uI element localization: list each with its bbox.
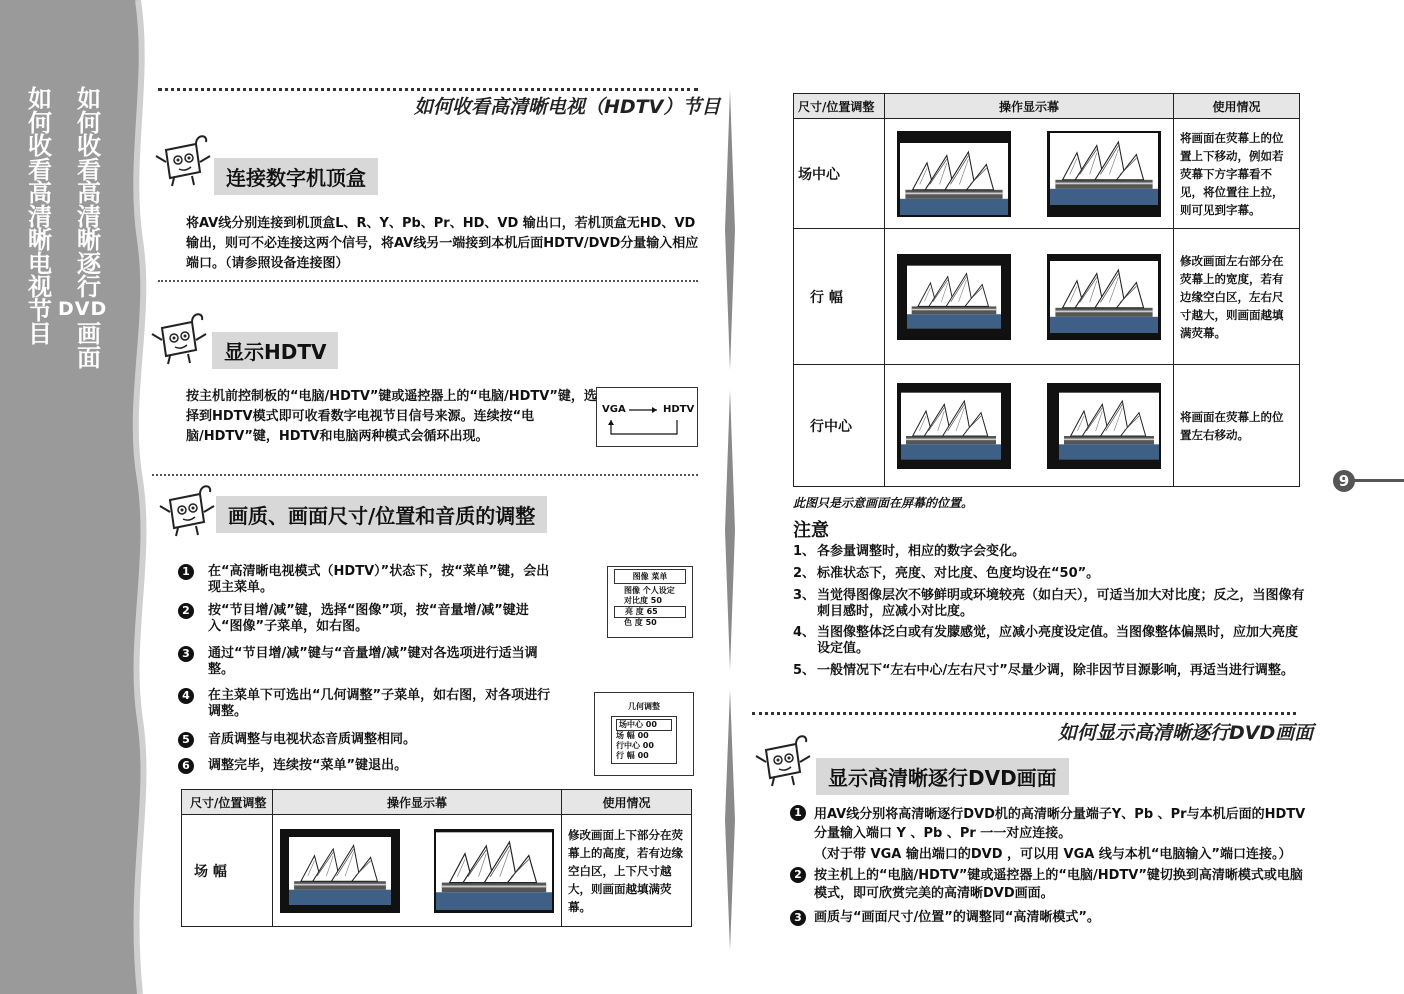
table-caption: 此图只是示意画面在屏幕的位置。	[793, 496, 974, 510]
table-row	[794, 365, 1300, 487]
row-label: 行 幅	[794, 229, 885, 365]
mascot-icon	[148, 310, 210, 366]
tv-screen-icon	[1047, 131, 1161, 217]
note-number: 2、	[793, 566, 816, 581]
menu-title: 几何调整	[628, 702, 660, 711]
table-row	[794, 229, 1300, 365]
note-text: 一般情况下“左右中心/左右尺寸”尽量少调，除非因节目源影响，再适当进行调整。	[817, 663, 1294, 678]
tv-screen-icon	[1047, 254, 1161, 340]
page-number-tab	[1354, 479, 1404, 482]
step-text: 调整完毕，连续按“菜单”键退出。	[208, 758, 408, 773]
step-item	[178, 603, 558, 637]
center-divider	[724, 90, 736, 950]
adjust-table-left	[181, 789, 692, 927]
section-heading-show-hdtv: 显示HDTV	[212, 332, 338, 369]
row-label: 场 幅	[182, 815, 273, 927]
table-header: 使用情况	[562, 790, 692, 815]
menu-row: 图像 个人设定	[624, 586, 675, 595]
note-text: 当觉得图像层次不够鲜明或环境较亮（如白天），可适当加大对比度；反之，当图像有刺目感时，应减小对比度。	[817, 588, 1305, 619]
note-item	[793, 663, 1309, 679]
step-number: 1	[178, 564, 194, 580]
step-number: 3	[178, 646, 194, 662]
menu-row: 场 幅 00	[616, 731, 649, 740]
table-header: 使用情况	[1174, 94, 1300, 119]
usage-text: 修改画面左右部分在荧幕上的宽度，若有边缘空白区，左右尺寸越大，则画面越填满荧幕。	[1174, 229, 1300, 365]
table-row	[794, 119, 1300, 229]
note-text: 各参量调整时，相应的数字会变化。	[817, 544, 1026, 559]
adjust-table-right	[793, 93, 1300, 487]
row-label: 场中心	[794, 119, 885, 229]
step-item	[178, 758, 558, 776]
step-text: 按主机上的“电脑/HDTV”键或遥控器上的“电脑/HDTV”键切换到高清晰模式或电脑模式，即可欣赏完美的高清晰DVD画面。	[814, 868, 1303, 901]
mode-vga-label: VGA	[602, 404, 626, 415]
cycle-arrow-icon	[597, 388, 697, 446]
step-text: 画质与“画面尺寸/位置”的调整同“高清晰模式”。	[814, 910, 1100, 925]
step-number: 2	[790, 867, 806, 883]
table-header: 尺寸/位置调整	[794, 94, 885, 119]
sidebar-dvd-label: DVD	[58, 298, 108, 320]
sidebar	[0, 0, 150, 994]
note-number: 1、	[793, 544, 816, 559]
tv-screen-icon	[897, 254, 1011, 340]
menu-row: 对比度 50	[624, 596, 662, 605]
step-text: 按“节目增/减”键，选择“图像”项，按“音量增/减”键进入“图像”子菜单，如右图。	[208, 603, 529, 634]
step-number: 5	[178, 732, 194, 748]
display-illustration	[885, 119, 1174, 229]
step-number: 2	[178, 603, 194, 619]
step-item	[790, 867, 1314, 903]
notes-title: 注意	[793, 520, 829, 541]
step-item	[178, 646, 558, 680]
mode-cycle-diagram	[596, 387, 698, 447]
top-rule	[752, 712, 1296, 715]
step-text: 在“高清晰电视模式（HDTV）”状态下，按“菜单”键，会出现主菜单。	[208, 564, 550, 595]
step-number: 3	[790, 910, 806, 926]
menu-row-selected: 场中心 00	[616, 719, 672, 731]
usage-text: 将画面在荧幕上的位置上下移动，例如若荧幕下方字幕看不见，将位置往上拉，则可见到字幕。	[1174, 119, 1300, 229]
page-number: 9	[1333, 470, 1355, 492]
mascot-icon	[156, 482, 218, 538]
note-number: 3、	[793, 588, 816, 603]
page-title-hdtv: 如何收看高清晰电视（HDTV）节目	[414, 96, 721, 118]
mode-hdtv-label: HDTV	[663, 404, 695, 415]
usage-text: 修改画面上下部分在荧幕上的高度，若有边缘空白区，上下尺寸越大，则画面越填满荧幕。	[562, 815, 692, 927]
step-subtext: （对于带 VGA 输出端口的DVD ，可以用 VGA 线与本机“电脑输入”端口连接。）	[814, 847, 1292, 862]
step-item	[178, 564, 558, 598]
menu-row: 行 幅 00	[616, 751, 649, 760]
usage-text: 将画面在荧幕上的位置左右移动。	[1174, 365, 1300, 487]
table-row	[182, 815, 692, 927]
section-divider	[158, 280, 698, 282]
step-number: 1	[790, 805, 806, 821]
section-body-show-hdtv: 按主机前控制板的“电脑/HDTV”键或遥控器上的“电脑/HDTV”键，选择到HDTV模式即可收看数字电视节目信号来源。连续按“电脑/HDTV”键，HDTV和电脑两种模式会循环出现。	[186, 389, 597, 444]
top-rule	[158, 88, 698, 91]
menu-row: 行中心 00	[616, 741, 654, 750]
section-heading-adjust: 画质、画面尺寸/位置和音质的调整	[216, 496, 547, 533]
note-item	[793, 544, 1309, 560]
geometry-menu-illustration	[594, 692, 694, 776]
tv-screen-icon	[1047, 383, 1161, 469]
tv-screen-icon	[897, 131, 1011, 217]
note-item	[793, 566, 1309, 582]
note-number: 4、	[793, 625, 816, 640]
note-item	[793, 588, 1309, 620]
row-label: 行中心	[794, 365, 885, 487]
menu-row-selected: 亮 度 65	[614, 606, 686, 618]
step-number: 4	[178, 688, 194, 704]
step-item	[790, 910, 1314, 926]
display-illustration	[885, 365, 1174, 487]
step-text: 通过“节目增/减”键与“音量增/减”键对各选项进行适当调整。	[208, 646, 538, 677]
note-text: 标准状态下，亮度、对比度、色度均设在“50”。	[817, 566, 1100, 581]
note-number: 5、	[793, 663, 816, 678]
step-text: 音质调整与电视状态音质调整相同。	[208, 732, 417, 747]
mascot-icon	[752, 732, 814, 788]
display-illustration	[885, 229, 1174, 365]
section-body-connect-stb: 将AV线分别连接到机顶盒L、R、Y、Pb、Pr、HD、VD 输出口，若机顶盒无HD、VD输出，则可不必连接这两个信号，将AV线另一端接到本机后面HDTV/DVD分量输入相应端口。（请参照设备连接图）	[186, 216, 699, 271]
note-item	[793, 625, 1309, 657]
menu-title: 图像 菜单	[614, 569, 686, 584]
section-divider	[152, 474, 698, 476]
section-heading-connect-stb: 连接数字机顶盒	[214, 158, 378, 195]
mascot-icon	[152, 132, 214, 188]
step-item	[790, 805, 1314, 864]
tv-screen-icon	[897, 383, 1011, 469]
page-title-dvd: 如何显示高清晰逐行DVD画面	[1058, 722, 1314, 744]
tv-screen-icon	[434, 829, 554, 913]
note-text: 当图像整体泛白或有发朦感觉，应减小亮度设定值。当图像整体偏黑时，应加大亮度设定值。	[817, 625, 1299, 656]
step-number: 6	[178, 758, 194, 774]
table-header: 尺寸/位置调整	[182, 790, 273, 815]
step-item	[178, 732, 558, 750]
step-text: 用AV线分别将高清晰逐行DVD机的高清晰分量端子Y、Pb 、Pr与本机后面的HDTV分量输入端口 Y 、Pb 、Pr 一一对应连接。	[814, 807, 1306, 841]
section-heading-dvd: 显示高清晰逐行DVD画面	[816, 758, 1069, 795]
picture-menu-illustration	[607, 566, 693, 638]
tv-screen-icon	[280, 829, 400, 913]
sidebar-title-dvd: 如 何 收 看 高 清 晰 逐 行 画 面	[77, 85, 101, 372]
menu-row: 色 度 50	[624, 618, 657, 627]
display-illustration	[273, 815, 562, 927]
table-header: 操作显示幕	[273, 790, 562, 815]
step-text: 在主菜单下可选出“几何调整”子菜单，如右图，对各项进行调整。	[208, 688, 551, 719]
sidebar-title-hdtv: 如 何 收 看 高 清 晰 电 视 节 目	[28, 85, 52, 348]
step-item	[178, 688, 558, 722]
table-header: 操作显示幕	[885, 94, 1174, 119]
